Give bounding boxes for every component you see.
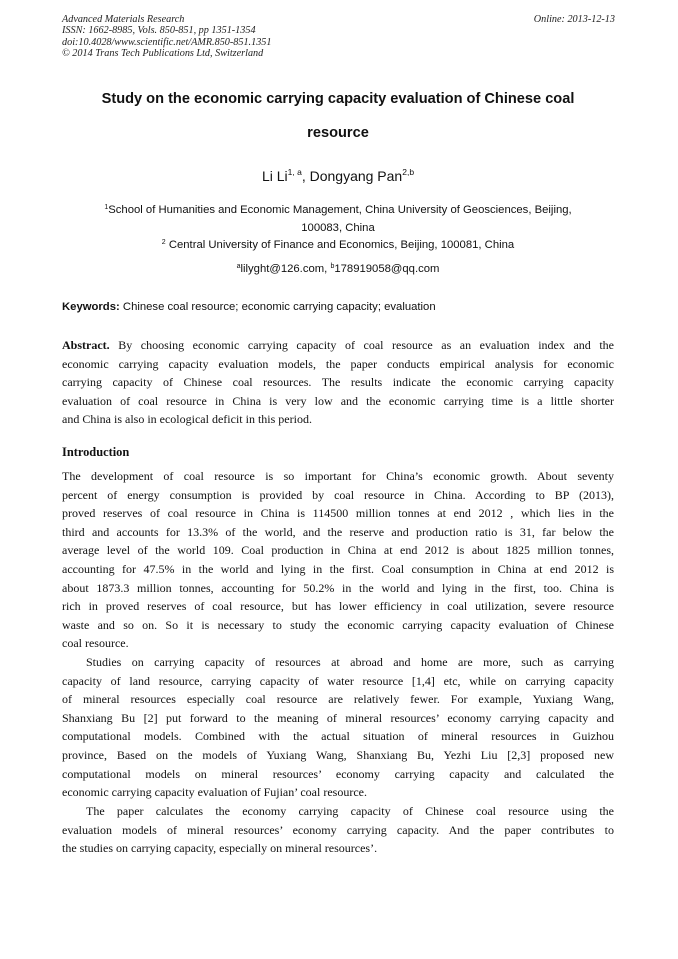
keywords (62, 301, 436, 313)
paragraph-line: The paper calculates the economy carrying capacity of Chinese coal resource using the (86, 804, 614, 818)
abstract-label: Abstract. (62, 338, 110, 352)
paragraph-line: The development of coal resource is so important for China’s economic growth. About seventy (62, 469, 614, 483)
paragraph-line: economic carrying capacity evaluation of Fujian’ coal resource. (62, 785, 367, 800)
email-superscript: a (236, 263, 241, 270)
keywords-text: Chinese coal resource; economic carrying capacity; evaluation (119, 301, 436, 313)
abstract-line: evaluation of coal resource in China is very low and the economic carrying time is a little shorter (62, 393, 614, 408)
journal-name: Advanced Materials Research (62, 14, 185, 25)
copyright-line: © 2014 Trans Tech Publications Ltd, Switzerland (62, 48, 264, 60)
author-superscript: 2,b (402, 167, 415, 177)
paragraph-line: evaluation models of mineral resources’ economy carrying capacity. And the paper contributes to (62, 822, 614, 837)
paragraph-line: about 1873.3 million tonnes, accounting for 50.2% in the world and lying in the first, too. China is (62, 580, 614, 595)
journal-meta (62, 14, 271, 60)
affiliation-text: School of Humanities and Economic Management, China University of Geosciences, Beijing, (108, 204, 572, 216)
paragraph-line: percent of energy consumption is provided by coal resource in China. According to BP (2013), (62, 487, 614, 502)
author-name: Dongyang Pan (309, 168, 403, 184)
section-heading-introduction: Introduction (62, 445, 130, 459)
paper-title-line1: Study on the economic carrying capacity evaluation of Chinese coal (101, 91, 575, 107)
paragraph-line: computational models. Combined with the actual situation of mineral resources in Guizhou (62, 729, 614, 744)
paragraph-line: capacity of land resource, carrying capacity of water resource [1,4] etc, while on carrying capacity (62, 673, 614, 688)
abstract-line: Abstract. By choosing economic carrying capacity of coal resource as an evaluation index and the (62, 338, 614, 352)
author-superscript: 1, a (287, 167, 302, 177)
paragraph-line: the studies on carrying capacity, especially on mineral resources’. (62, 841, 378, 856)
doi-line: doi:10.4028/www.scientific.net/AMR.850-851.1351 (62, 36, 272, 48)
paragraph-line: computational models on mineral resources’ economy carrying capacity and calculated the (62, 766, 614, 781)
author-list (62, 167, 614, 185)
abstract (62, 336, 614, 429)
intro-paragraph-1 (62, 467, 614, 653)
email-text: lilyght@126.com, (240, 263, 331, 275)
affiliation-text: Central University of Finance and Economics, Beijing, 100081, China (165, 239, 515, 251)
author-separator: , (301, 168, 310, 184)
abstract-line: economic carrying capacity evaluation models, the paper conducts empirical analysis for economic (62, 356, 614, 371)
affiliation-1-line1 (62, 204, 614, 216)
intro-paragraph-2 (62, 653, 614, 802)
affiliation-1-line2: 100083, China (301, 222, 375, 234)
paragraph-line: coal resource. (62, 636, 129, 651)
author-emails (62, 263, 614, 275)
abstract-line: and China is also in ecological deficit in this period. (62, 412, 312, 427)
author-name: Li Li (261, 168, 288, 184)
abstract-line: carrying capacity of Chinese coal resources. The results indicate the economic carrying capacity (62, 375, 614, 390)
online-date: Online: 2013-12-13 (533, 14, 615, 25)
paragraph-line: average level of the world 109. Coal production in China at end 2012 is about 1825 million tonnes, (62, 543, 614, 558)
paragraph-line: accounting for 47.5% in the world and lying in the first. Coal consumption in China at end 2012 is (62, 561, 614, 576)
issn-line: ISSN: 1662-8985, Vols. 850-851, pp 1351-1354 (62, 25, 256, 37)
intro-paragraph-3 (62, 802, 614, 858)
affiliation-superscript: 1 (104, 204, 109, 211)
paragraph-line: province, Based on the models of Yuxiang Wang, Shanxiang Bu, Yezhi Liu [2,3] proposed new (62, 747, 614, 762)
paragraph-line: proved reserves of coal resource in China is 114500 million tonnes at end 2012 , which lies in the (62, 506, 614, 521)
paragraph-line: Shanxiang Bu [2] put forward to the meaning of mineral resources’ economy carrying capacity and (62, 710, 614, 725)
keywords-label: Keywords: (62, 301, 120, 313)
paper-title-line2: resource (307, 125, 369, 141)
paragraph-line: Studies on carrying capacity of resources at abroad and home are more, such as carrying (86, 655, 614, 669)
paragraph-line: of mineral resources especially coal resource are relatively fewer. For example, Yuxiang Wang, (62, 692, 614, 707)
affiliation-superscript: 2 (161, 239, 166, 246)
paragraph-line: rich in proved reserves of coal resource, but has lower efficiency in coal utilization, severe resource (62, 599, 614, 614)
affiliation-2 (62, 239, 614, 251)
email-superscript: b (330, 263, 335, 270)
paragraph-line: waste and so on. So it is necessary to study the economic carrying capacity evaluation of Chinese (62, 617, 614, 632)
paragraph-line: third and accounts for 13.3% of the world, and the reserve and production ratio is 31, far below the (62, 524, 614, 539)
email-text: 178919058@qq.com (334, 263, 440, 275)
